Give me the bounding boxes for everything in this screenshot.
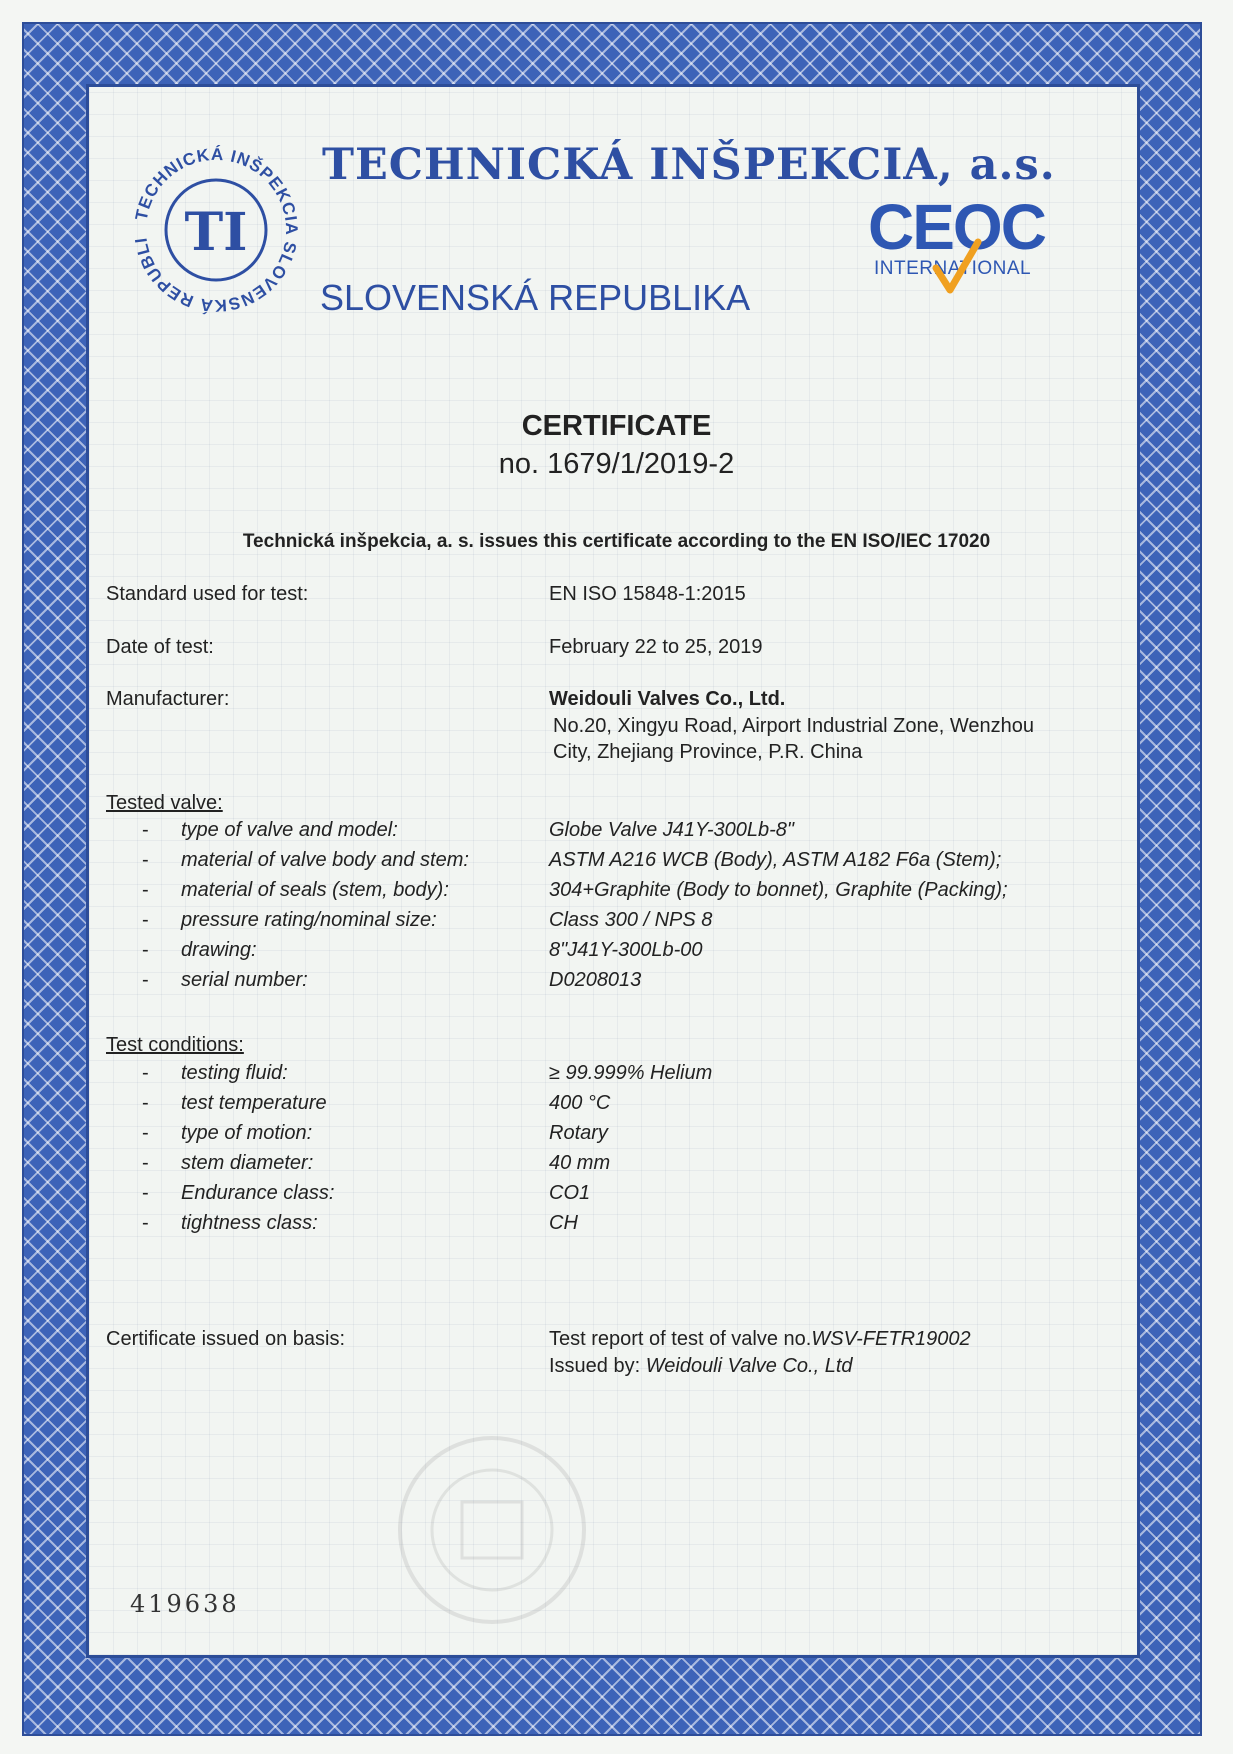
- test-conditions-heading: Test conditions:: [106, 1034, 244, 1056]
- valve-field-label: material of seals (stem, body):: [181, 879, 449, 901]
- valve-field-label: serial number:: [181, 969, 308, 991]
- valve-field-bullet: -: [142, 849, 149, 871]
- condition-field-bullet: -: [142, 1182, 149, 1204]
- issue-statement: Technická inšpekcia, a. s. issues this certificate according to the EN ISO/IEC 17020: [242, 531, 991, 552]
- certificate-number: no. 1679/1/2019-2: [498, 448, 735, 480]
- condition-field-bullet: -: [142, 1152, 149, 1174]
- condition-field-bullet: -: [142, 1092, 149, 1114]
- condition-field-label: testing fluid:: [181, 1062, 288, 1084]
- date-value: February 22 to 25, 2019: [549, 636, 763, 658]
- valve-field-bullet: -: [142, 819, 149, 841]
- date-label: Date of test:: [106, 636, 214, 658]
- condition-field-label: type of motion:: [181, 1122, 313, 1144]
- basis-issued-by-company: Weidouli Valve Co., Ltd: [645, 1355, 853, 1377]
- ti-seal-logo: [126, 140, 306, 325]
- ceoc-logo-subtitle: INTERNATIONAL: [874, 258, 1032, 279]
- valve-field-value: Class 300 / NPS 8: [549, 909, 713, 931]
- condition-field-label: tightness class:: [181, 1212, 318, 1234]
- condition-field-value: CO1: [549, 1182, 591, 1204]
- seal-ring-text: TECHNICKÁ INŠPEKCIA SLOVENSKÁ REPUBLI: [131, 144, 302, 316]
- valve-field-bullet: -: [142, 909, 149, 931]
- basis-report-number: WSV-FETR19002: [811, 1328, 971, 1350]
- ceoc-logo: CEOC: [868, 191, 1045, 263]
- manufacturer-address-line-1: No.20, Xingyu Road, Airport Industrial Zone, Wenzhou: [553, 715, 1035, 737]
- valve-field-value: Globe Valve J41Y-300Lb-8": [549, 819, 795, 841]
- standard-value: EN ISO 15848-1:2015: [549, 583, 746, 605]
- condition-field-value: 40 mm: [549, 1152, 611, 1174]
- condition-field-bullet: -: [142, 1122, 149, 1144]
- valve-field-label: material of valve body and stem:: [181, 849, 469, 871]
- valve-field-value: D0208013: [549, 969, 642, 991]
- valve-field-bullet: -: [142, 939, 149, 961]
- manufacturer-label: Manufacturer:: [106, 688, 230, 710]
- basis-report-prefix: Test report of test of valve no.: [549, 1328, 812, 1350]
- valve-field-value: 304+Graphite (Body to bonnet), Graphite (Packing);: [549, 879, 1008, 901]
- valve-field-bullet: -: [142, 969, 149, 991]
- valve-field-value: ASTM A216 WCB (Body), ASTM A182 F6a (Stem);: [549, 849, 1002, 871]
- condition-field-value: ≥ 99.999% Helium: [549, 1062, 713, 1084]
- organization-name: TECHNICKÁ INŠPEKCIA, a.s.: [322, 140, 1056, 190]
- seal-initials: TI: [184, 202, 248, 263]
- tested-valve-heading: Tested valve:: [106, 792, 223, 814]
- country-name: SLOVENSKÁ REPUBLIKA: [320, 277, 751, 318]
- manufacturer-name: Weidouli Valves Co., Ltd.: [549, 688, 786, 710]
- basis-report: [549, 1328, 971, 1351]
- condition-field-bullet: -: [142, 1212, 149, 1234]
- valve-field-value: 8"J41Y-300Lb-00: [549, 939, 703, 961]
- condition-field-value: 400 °C: [549, 1092, 611, 1114]
- condition-field-bullet: -: [142, 1062, 149, 1084]
- basis-issued-by: [549, 1355, 853, 1378]
- manufacturer-address-line-2: City, Zhejiang Province, P.R. China: [553, 741, 863, 763]
- embossed-stamp: [392, 1430, 592, 1635]
- condition-field-label: Endurance class:: [181, 1182, 335, 1204]
- valve-field-bullet: -: [142, 879, 149, 901]
- valve-field-label: pressure rating/nominal size:: [181, 909, 437, 931]
- condition-field-label: stem diameter:: [181, 1152, 314, 1174]
- basis-label: Certificate issued on basis:: [106, 1328, 346, 1350]
- condition-field-label: test temperature: [181, 1092, 327, 1114]
- checkmark-icon: [932, 238, 982, 303]
- certificate-title: CERTIFICATE: [521, 410, 712, 442]
- basis-issued-by-prefix: Issued by:: [549, 1355, 641, 1377]
- standard-label: Standard used for test:: [106, 583, 309, 605]
- condition-field-value: CH: [549, 1212, 578, 1234]
- serial-number: 419638: [130, 1590, 240, 1618]
- valve-field-label: type of valve and model:: [181, 819, 398, 841]
- condition-field-value: Rotary: [549, 1122, 608, 1144]
- valve-field-label: drawing:: [181, 939, 257, 961]
